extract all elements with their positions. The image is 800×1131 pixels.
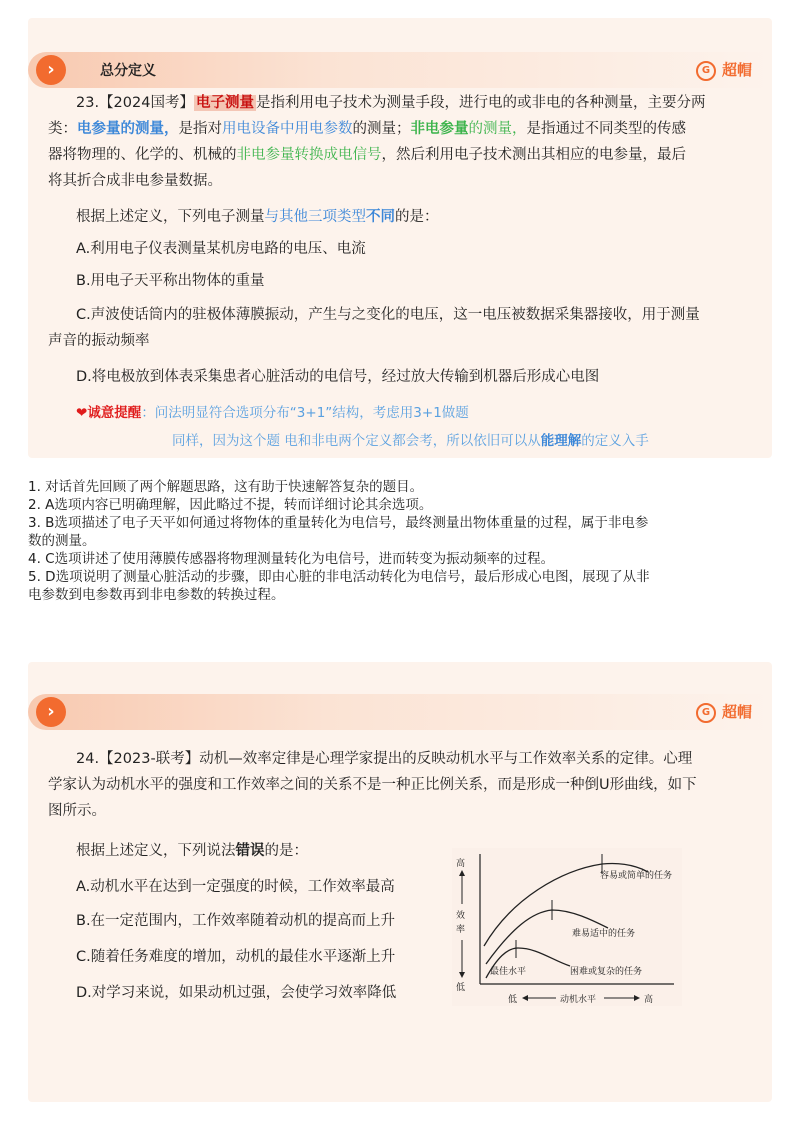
section-header [28,52,772,88]
note-line: 2. A选项内容已明确理解，因此略过不提，转而详细讨论其余选项。 [28,497,433,513]
arrow-right-icon: › [36,697,66,727]
brand-logo [696,701,752,723]
brand-icon: G [696,61,716,81]
q23-option-d: D.将电极放到体表采集患者心脏活动的电信号，经过放大传输到机器后形成心电图 [76,369,600,385]
note-line: 5. D选项说明了测量心脏活动的步骤，即由心脏的非电活动转化为电信号，最后形成心电图，展现了从非 [28,569,650,585]
note-line: 电参数到电参数再到非电参数的转换过程。 [28,587,285,603]
y-axis-low-label: 低 [456,983,466,993]
q23-line1: 23.【2024国考】 电子测量 是指利用电子技术为测量手段，进行电的或非电的各种测量，主要分两 [76,95,706,111]
tip-line1: ❤诚意提醒：问法明显符合选项分布“3+1”结构，考虑用3+1做题 [76,405,469,421]
brand-logo [696,59,752,81]
curve-label-easy: 容易或简单的任务 [600,871,673,881]
q23-line2: 类：电参量的测量，是指对用电设备中用电参数的测量；非电参量的测量，是指通过不同类型的传感 [48,121,686,137]
arrow-right-icon: › [36,55,66,85]
curve-label-moderate: 难易适中的任务 [572,929,636,939]
y-axis-label-1: 效 [456,911,466,921]
note-line: 4. C选项讲述了使用薄膜传感器将物理测量转化为电信号，进而转变为振动频率的过程。 [28,551,555,567]
q23-line3: 器将物理的、化学的、机械的非电参量转换成电信号，然后利用电子技术测出其相应的电参量，最后 [48,147,686,163]
note-line: 3. B选项描述了电子天平如何通过将物体的重量转化为电信号，最终测量出物体重量的过程，属于非电参 [28,515,649,531]
curve-label-hard: 困难或复杂的任务 [570,967,643,977]
optimum-label: 最佳水平 [490,967,527,977]
note-line: 1. 对话首先回顾了两个解题思路，这有助于快速解答复杂的题目。 [28,479,424,495]
section-header-2 [28,694,772,730]
section-title: 总分定义 [100,63,156,79]
q24-line3: 图所示。 [48,803,106,819]
tip-line2: 同样，因为这个题 电和非电两个定义都会考，所以依旧可以从能理解的定义入手 [172,433,649,449]
x-axis-label: 动机水平 [560,995,597,1005]
term-highlight: 电子测量 [195,95,254,111]
brand-icon: G [696,703,716,723]
q24-stem: 根据上述定义，下列说法错误的是： [76,843,308,859]
q24-line1: 24.【2023-联考】动机—效率定律是心理学家提出的反映动机水平与工作效率关系的定律。心理 [76,751,693,767]
arrow-up-icon [459,870,465,876]
y-axis-label-2: 率 [456,925,466,935]
q24-option-a: A.动机水平在达到一定强度的时候，工作效率最高 [76,879,395,895]
arrow-right-icon [634,995,640,1001]
q23-option-c-cont: 声音的振动频率 [48,333,150,349]
q24-option-d: D.对学习来说，如果动机过强，会使学习效率降低 [76,985,397,1001]
q23-stem: 根据上述定义，下列电子测量与其他三项类型不同的是： [76,209,439,225]
heart-icon: ❤ [76,405,88,421]
note-line: 数的测量。 [28,533,96,549]
x-axis-low-label: 低 [508,995,518,1005]
q23-option-a: A.利用电子仪表测量某机房电路的电压、电流 [76,241,366,257]
q23-option-b: B.用电子天平称出物体的重量 [76,273,265,289]
summary-notes [28,478,772,604]
arrow-down-icon [459,972,465,978]
motivation-efficiency-figure [452,848,682,1006]
q23-option-c: C.声波使话筒内的驻极体薄膜振动，产生与之变化的电压，这一电压被数据采集器接收，用于测量 [76,307,700,323]
x-axis-high-label: 高 [644,995,654,1005]
q24-option-b: B.在一定范围内，工作效率随着动机的提高而上升 [76,913,396,929]
arrow-left-icon [522,995,528,1001]
brand-name: 超帽 [721,61,752,79]
yerkes-dodson-diagram [452,848,682,1006]
q23-line4: 将其折合成非电参量数据。 [48,173,222,189]
q24-line2: 学家认为动机水平的强度和工作效率之间的关系不是一种正比例关系，而是形成一种倒U形曲线，如下 [48,777,697,793]
q24-option-c: C.随着任务难度的增加，动机的最佳水平逐渐上升 [76,949,396,965]
y-axis-high-label: 高 [456,859,466,869]
brand-name: 超帽 [721,703,752,721]
